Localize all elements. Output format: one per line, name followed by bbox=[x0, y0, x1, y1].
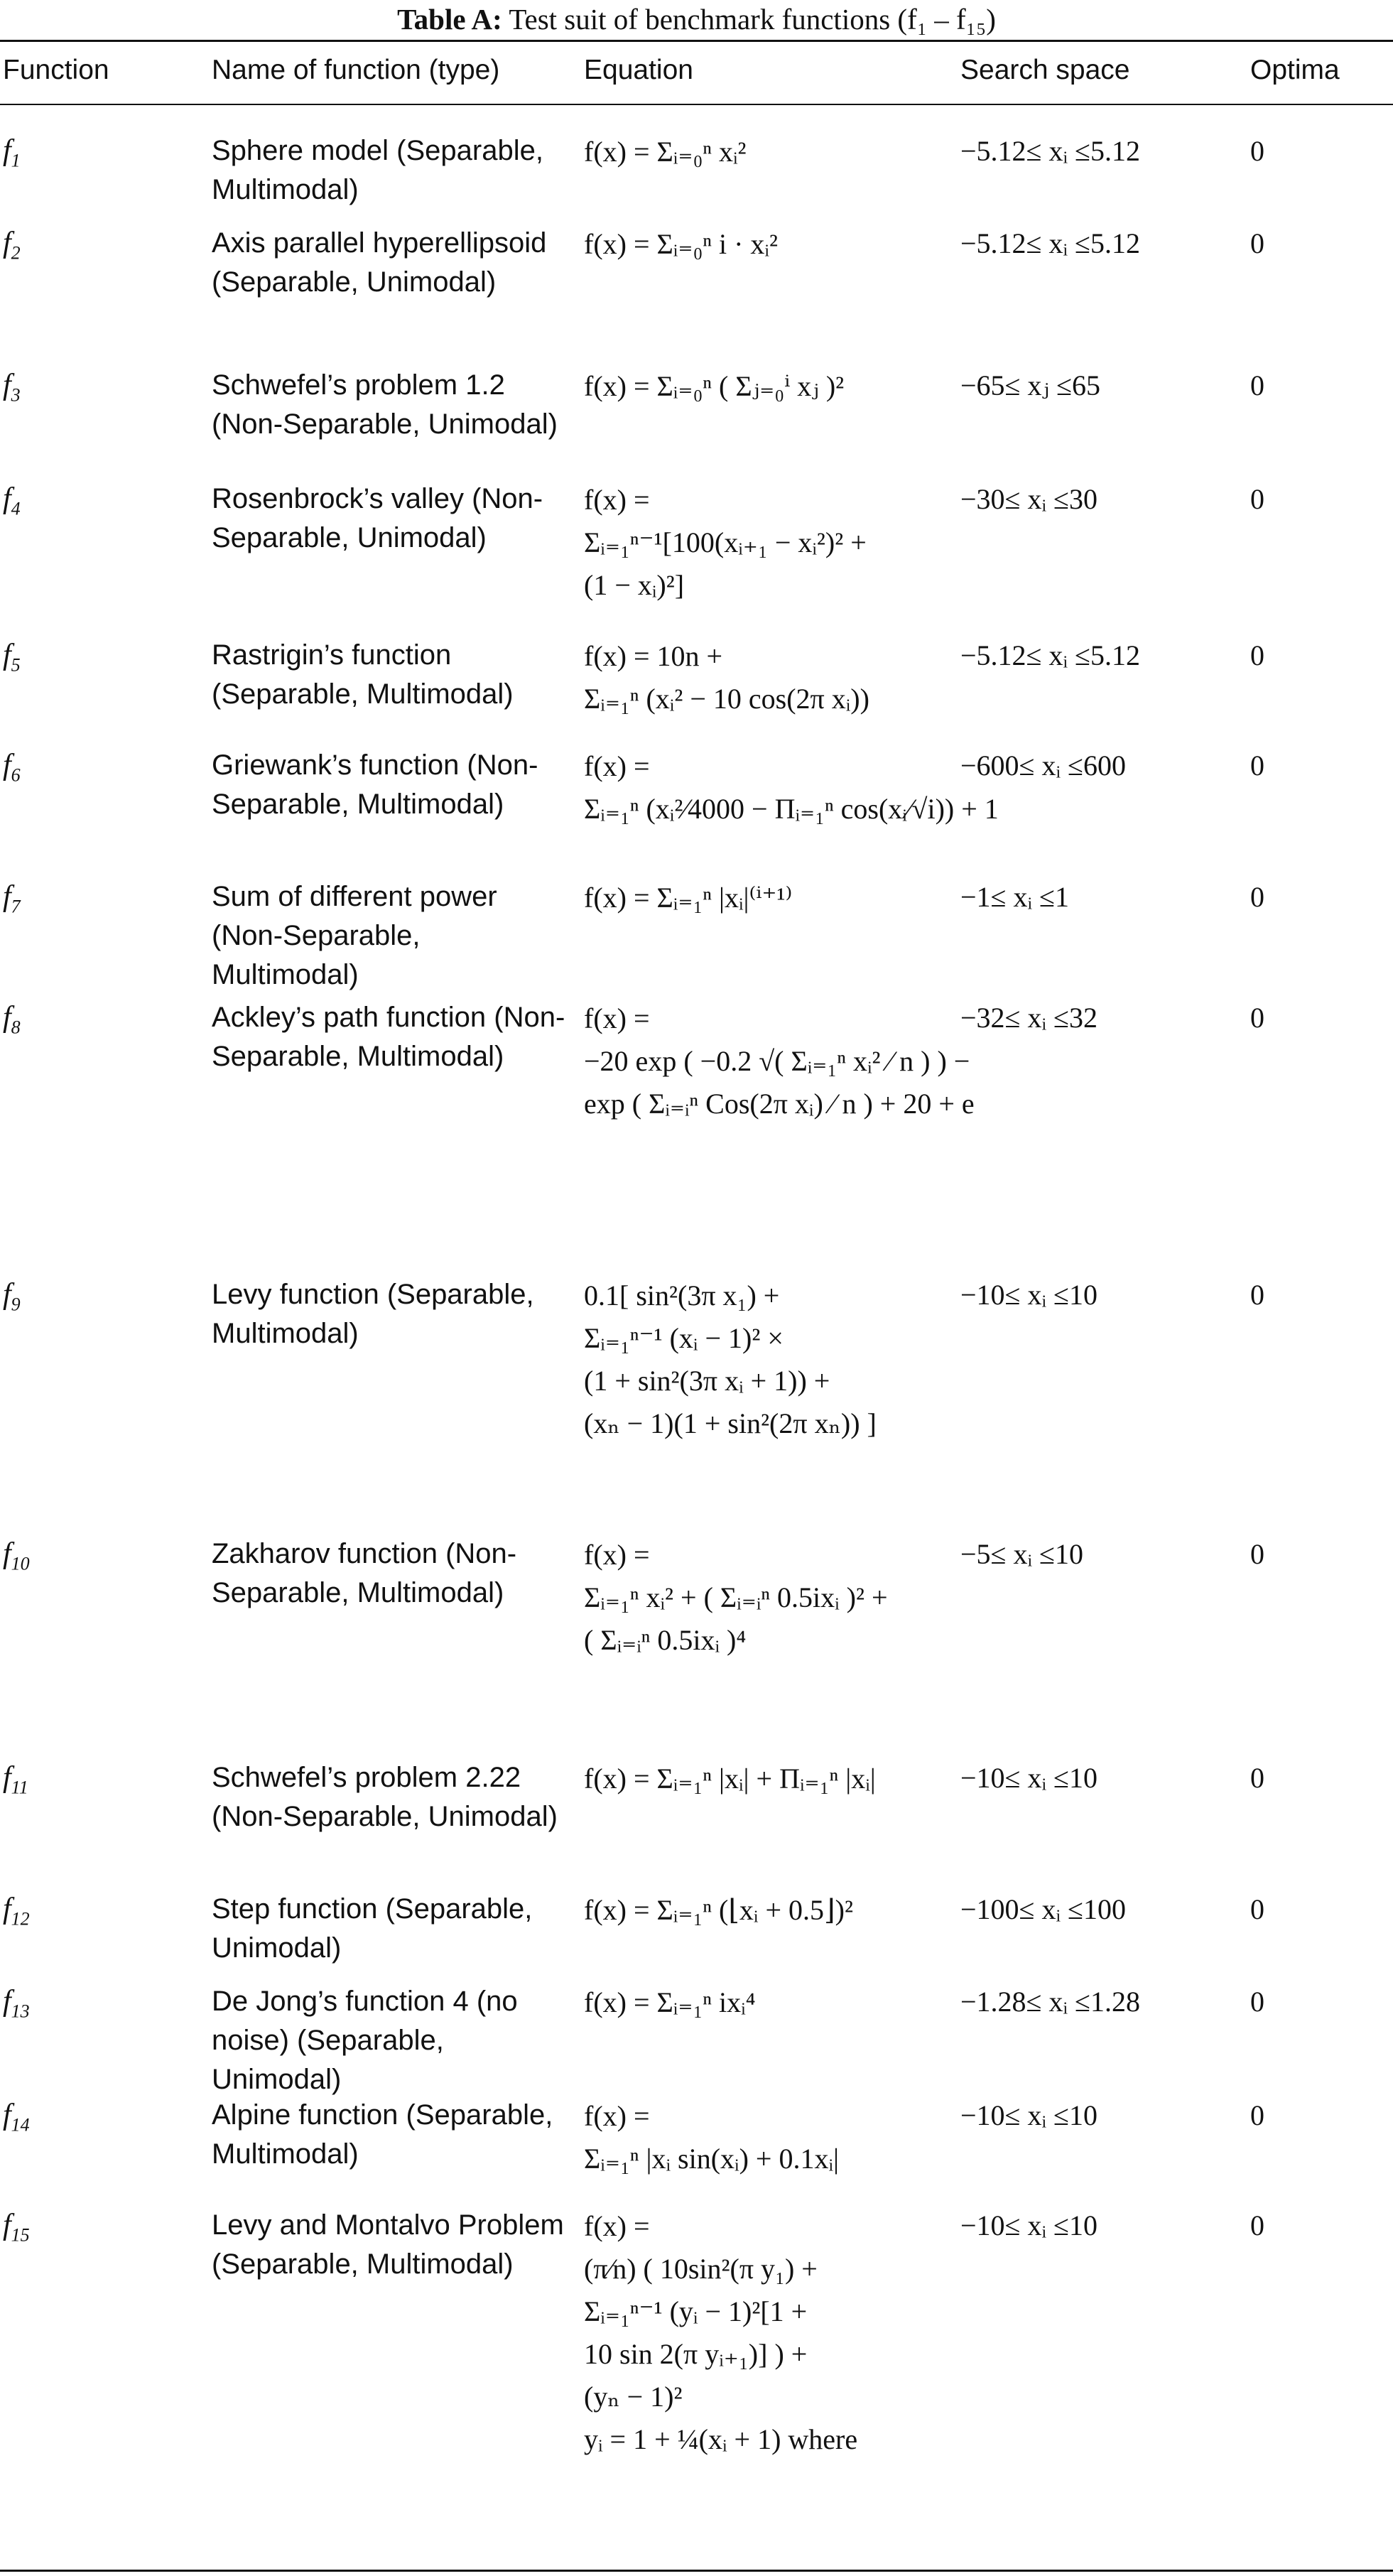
equation-line: Σᵢ₌₁ⁿ |xᵢ sin(xᵢ) + 0.1xᵢ| bbox=[584, 2143, 840, 2175]
function-id bbox=[3, 1275, 21, 1314]
optima: 0 bbox=[1250, 1538, 1264, 1570]
optima: 0 bbox=[1250, 749, 1264, 781]
equation bbox=[584, 636, 953, 720]
search-space: −100≤ xᵢ ≤100 bbox=[960, 1893, 1127, 1925]
equation-line: −20 exp ( −0.2 √( Σᵢ₌₁ⁿ xᵢ² ⁄ n ) ) − bbox=[584, 1045, 970, 1077]
header-rule bbox=[0, 104, 1393, 105]
function-id bbox=[3, 1758, 28, 1797]
search-space: −1≤ xᵢ ≤1 bbox=[960, 881, 1070, 913]
caption-text: Test suit of benchmark functions (f₁ – f₁₅) bbox=[509, 3, 996, 36]
function-letter: f bbox=[3, 1001, 11, 1034]
function-letter: f bbox=[3, 1278, 11, 1311]
table-caption bbox=[0, 1, 1393, 37]
equation-line: ( Σᵢ₌ᵢⁿ 0.5ixᵢ )⁴ bbox=[584, 1624, 747, 1656]
function-index: 3 bbox=[11, 384, 21, 406]
function-letter: f bbox=[3, 880, 11, 913]
equation-line: (π⁄n) ( 10sin²(π y₁) + bbox=[584, 2253, 818, 2285]
function-letter: f bbox=[3, 639, 11, 671]
equation-line: f(x) = Σᵢ₌₁ⁿ |xᵢ| + Πᵢ₌₁ⁿ |xᵢ| bbox=[584, 1763, 876, 1795]
function-name: Griewank’s function (Non-Separable, Multimodal) bbox=[212, 749, 538, 820]
equation-line: 0.1[ sin²(3π x₁) + bbox=[584, 1279, 780, 1311]
optima: 0 bbox=[1250, 1986, 1264, 2018]
optima: 0 bbox=[1250, 1893, 1264, 1925]
function-letter: f bbox=[3, 749, 11, 781]
bottom-rule bbox=[0, 2570, 1393, 2572]
function-index: 15 bbox=[11, 2224, 30, 2246]
optima: 0 bbox=[1250, 369, 1264, 401]
equation-line: f(x) = Σᵢ₌₀ⁿ i · xᵢ² bbox=[584, 228, 778, 260]
function-name: Levy function (Separable, Multimodal) bbox=[212, 1279, 534, 1349]
function-letter: f bbox=[3, 2099, 11, 2131]
search-space: −5.12≤ xᵢ ≤5.12 bbox=[960, 227, 1141, 259]
function-index: 4 bbox=[11, 498, 21, 519]
function-index: 5 bbox=[11, 654, 21, 676]
function-id bbox=[3, 1982, 30, 2021]
equation-line: Σᵢ₌₁ⁿ⁻¹ (yᵢ − 1)²[1 + bbox=[584, 2295, 808, 2327]
function-id bbox=[3, 480, 21, 519]
equation-line: (1 − xᵢ)²] bbox=[584, 569, 685, 601]
function-name: Rastrigin’s function (Separable, Multimodal) bbox=[212, 639, 514, 710]
optima: 0 bbox=[1250, 1279, 1264, 1311]
optima: 0 bbox=[1250, 227, 1264, 259]
search-space: −1.28≤ xᵢ ≤1.28 bbox=[960, 1986, 1141, 2018]
equation-line: yᵢ = 1 + ¼(xᵢ + 1) where bbox=[584, 2423, 858, 2455]
optima: 0 bbox=[1250, 881, 1264, 913]
equation bbox=[584, 1982, 953, 2023]
equation bbox=[584, 224, 953, 265]
equation-line: f(x) = bbox=[584, 2100, 650, 2132]
function-id bbox=[3, 131, 21, 171]
equation-line: (xₙ − 1)(1 + sin²(2π xₙ)) ] bbox=[584, 1407, 877, 1439]
function-name: Rosenbrock’s valley (Non-Separable, Unimodal) bbox=[212, 483, 543, 553]
function-name: Alpine function (Separable, Multimodal) bbox=[212, 2099, 553, 2170]
optima: 0 bbox=[1250, 135, 1264, 167]
search-space: −10≤ xᵢ ≤10 bbox=[960, 1762, 1098, 1794]
equation bbox=[584, 480, 953, 606]
function-id bbox=[3, 224, 21, 263]
function-index: 7 bbox=[11, 896, 21, 917]
function-name: Schwefel’s problem 1.2 (Non-Separable, Unimodal) bbox=[212, 369, 558, 440]
function-id bbox=[3, 746, 21, 785]
function-id bbox=[3, 636, 21, 675]
function-name: Axis parallel hyperellipsoid (Separable, Unimodal) bbox=[212, 227, 547, 298]
equation bbox=[584, 2096, 953, 2180]
search-space: −10≤ xᵢ ≤10 bbox=[960, 2209, 1098, 2241]
function-letter: f bbox=[3, 1985, 11, 2018]
equation-line: exp ( Σᵢ₌ᵢⁿ Cos(2π xᵢ) ⁄ n ) + 20 + e bbox=[584, 1088, 975, 1120]
function-name: Levy and Montalvo Problem (Separable, Multimodal) bbox=[212, 2209, 564, 2280]
function-name: Sphere model (Separable, Multimodal) bbox=[212, 135, 543, 205]
equation-line: f(x) = bbox=[584, 750, 650, 782]
equation-line: (1 + sin²(3π xᵢ + 1)) + bbox=[584, 1365, 830, 1397]
header-optima: Optima bbox=[1250, 55, 1340, 85]
function-letter: f bbox=[3, 134, 11, 167]
equation-line: f(x) = bbox=[584, 1002, 650, 1034]
header-name: Name of function (type) bbox=[212, 55, 500, 85]
search-space: −600≤ xᵢ ≤600 bbox=[960, 749, 1127, 781]
equation-line: f(x) = bbox=[584, 2210, 650, 2242]
equation-line: Σᵢ₌₁ⁿ (xᵢ²⁄4000 − Πᵢ₌₁ⁿ cos(xᵢ⁄√i)) + 1 bbox=[584, 793, 999, 825]
function-letter: f bbox=[3, 482, 11, 515]
equation bbox=[584, 131, 953, 173]
function-index: 12 bbox=[11, 1908, 30, 1930]
equation-line: f(x) = Σᵢ₌₁ⁿ (⌊xᵢ + 0.5⌋)² bbox=[584, 1894, 853, 1926]
equation-line: f(x) = bbox=[584, 484, 650, 516]
equation-line: f(x) = Σᵢ₌₁ⁿ ixᵢ⁴ bbox=[584, 1986, 756, 2018]
function-id bbox=[3, 2206, 30, 2245]
function-name: De Jong’s function 4 (no noise) (Separable, Unimodal) bbox=[212, 1986, 518, 2095]
function-letter: f bbox=[3, 1537, 11, 1570]
equation bbox=[584, 366, 953, 407]
equation bbox=[584, 1890, 953, 1931]
function-index: 6 bbox=[11, 764, 21, 786]
equation-line: f(x) = Σᵢ₌₀ⁿ ( Σⱼ₌₀ⁱ xⱼ )² bbox=[584, 370, 845, 402]
equation-line: Σᵢ₌₁ⁿ xᵢ² + ( Σᵢ₌ᵢⁿ 0.5ixᵢ )² + bbox=[584, 1581, 888, 1613]
function-id bbox=[3, 2096, 30, 2135]
equation-line: f(x) = bbox=[584, 1539, 650, 1571]
equation bbox=[584, 877, 953, 919]
function-name: Schwefel’s problem 2.22 (Non-Separable, Unimodal) bbox=[212, 1762, 558, 1832]
equation-line: f(x) = 10n + bbox=[584, 640, 723, 672]
function-id bbox=[3, 877, 21, 916]
equation bbox=[584, 746, 999, 830]
function-name: Zakharov function (Non-Separable, Multimodal) bbox=[212, 1538, 517, 1608]
caption-label: Table A: bbox=[397, 3, 502, 36]
equation-line: Σᵢ₌₁ⁿ⁻¹[100(xᵢ₊₁ − xᵢ²)² + bbox=[584, 526, 867, 558]
equation bbox=[584, 2206, 953, 2460]
function-index: 2 bbox=[11, 242, 21, 264]
search-space: −5.12≤ xᵢ ≤5.12 bbox=[960, 135, 1141, 167]
function-index: 10 bbox=[11, 1553, 30, 1574]
function-index: 11 bbox=[11, 1777, 28, 1798]
function-index: 14 bbox=[11, 2114, 30, 2136]
function-letter: f bbox=[3, 2209, 11, 2241]
function-letter: f bbox=[3, 369, 11, 401]
equation-line: Σᵢ₌₁ⁿ (xᵢ² − 10 cos(2π xᵢ)) bbox=[584, 683, 869, 715]
equation bbox=[584, 1758, 953, 1800]
function-id bbox=[3, 998, 21, 1037]
function-index: 8 bbox=[11, 1017, 21, 1038]
function-name: Step function (Separable, Unimodal) bbox=[212, 1893, 533, 1964]
equation bbox=[584, 998, 975, 1125]
search-space: −5≤ xᵢ ≤10 bbox=[960, 1538, 1084, 1570]
function-letter: f bbox=[3, 227, 11, 259]
equation-line: f(x) = Σᵢ₌₀ⁿ xᵢ² bbox=[584, 136, 747, 168]
search-space: −10≤ xᵢ ≤10 bbox=[960, 1279, 1098, 1311]
optima: 0 bbox=[1250, 1762, 1264, 1794]
function-letter: f bbox=[3, 1761, 11, 1794]
function-id bbox=[3, 1535, 30, 1574]
equation-line: f(x) = Σᵢ₌₁ⁿ |xᵢ|⁽ⁱ⁺¹⁾ bbox=[584, 882, 793, 914]
function-id bbox=[3, 1890, 30, 1929]
function-name: Ackley’s path function (Non-Separable, Multimodal) bbox=[212, 1002, 565, 1072]
equation bbox=[584, 1535, 953, 1661]
function-index: 9 bbox=[11, 1294, 21, 1315]
optima: 0 bbox=[1250, 639, 1264, 671]
optima: 0 bbox=[1250, 1002, 1264, 1034]
equation-line: (yₙ − 1)² bbox=[584, 2381, 683, 2413]
top-rule bbox=[0, 40, 1393, 42]
optima: 0 bbox=[1250, 483, 1264, 515]
search-space: −32≤ xᵢ ≤32 bbox=[960, 1002, 1098, 1034]
function-letter: f bbox=[3, 1893, 11, 1925]
search-space: −30≤ xᵢ ≤30 bbox=[960, 483, 1098, 515]
equation bbox=[584, 1275, 953, 1444]
optima: 0 bbox=[1250, 2209, 1264, 2241]
search-space: −5.12≤ xᵢ ≤5.12 bbox=[960, 639, 1141, 671]
function-index: 1 bbox=[11, 150, 21, 171]
function-name: Sum of different power (Non-Separable, Multimodal) bbox=[212, 881, 497, 990]
function-id bbox=[3, 366, 21, 405]
equation-line: Σᵢ₌₁ⁿ⁻¹ (xᵢ − 1)² × bbox=[584, 1322, 784, 1354]
equation-line: 10 sin 2(π yᵢ₊₁)] ) + bbox=[584, 2338, 808, 2370]
header-function: Function bbox=[3, 55, 109, 85]
search-space: −65≤ xⱼ ≤65 bbox=[960, 369, 1101, 401]
header-equation: Equation bbox=[584, 55, 693, 85]
header-search-space: Search space bbox=[960, 55, 1130, 85]
search-space: −10≤ xᵢ ≤10 bbox=[960, 2099, 1098, 2131]
function-index: 13 bbox=[11, 2001, 30, 2022]
optima: 0 bbox=[1250, 2099, 1264, 2131]
